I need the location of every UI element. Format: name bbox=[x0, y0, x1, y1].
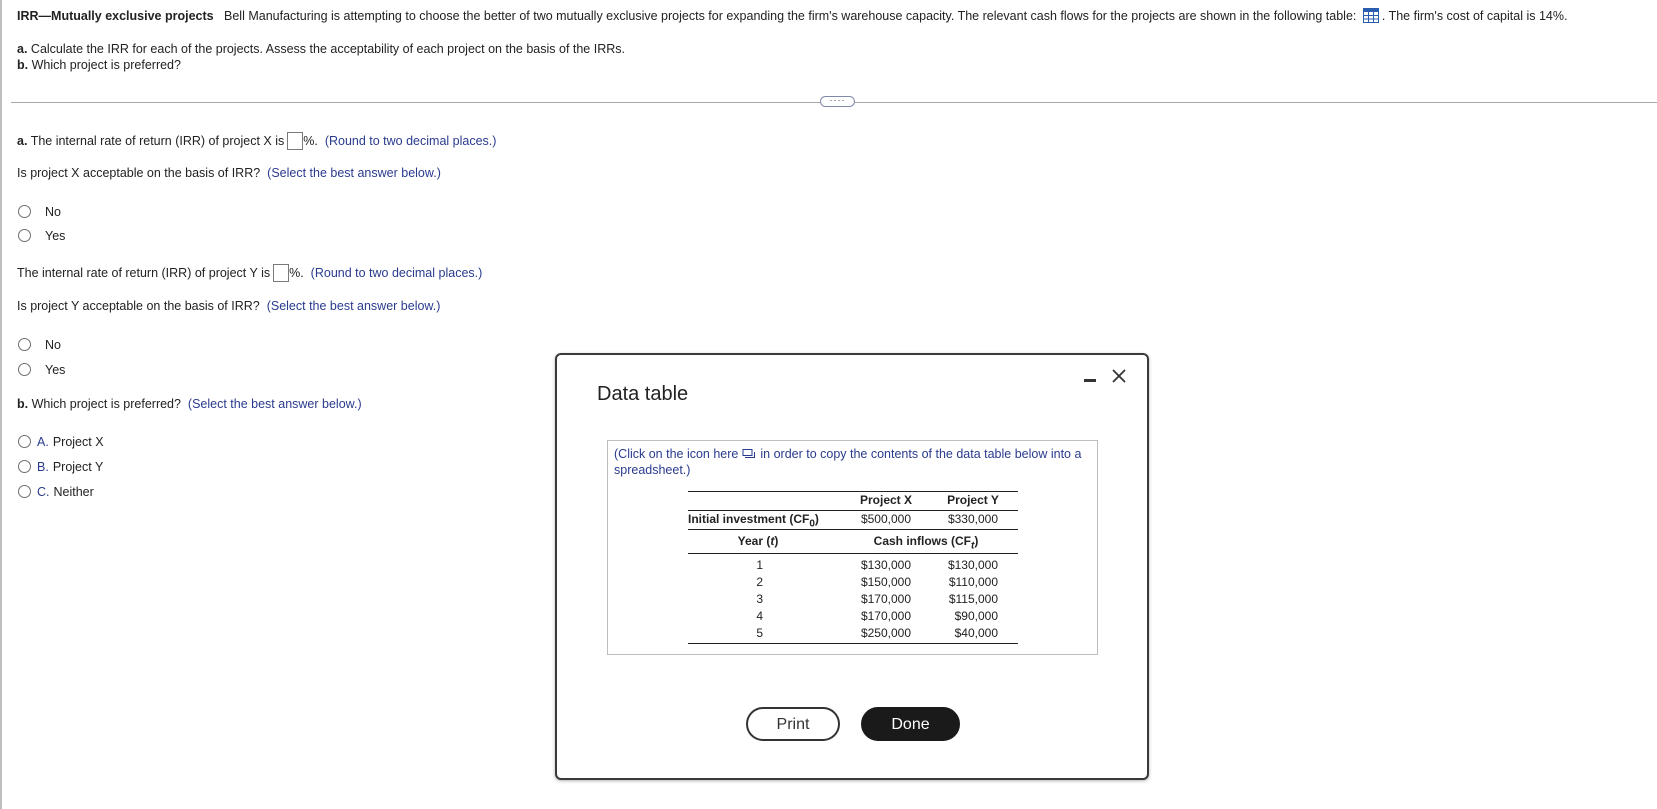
cash-inflow-x: $170,000 bbox=[860, 609, 911, 623]
dialog-title: Data table bbox=[597, 383, 689, 405]
header-project-x: Project X bbox=[859, 493, 913, 507]
option-project-y[interactable]: B. Project Y bbox=[18, 458, 103, 476]
cash-inflow-x: $150,000 bbox=[860, 575, 911, 589]
expand-button[interactable]: ···· bbox=[820, 96, 855, 107]
cash-inflow-y: $130,000 bbox=[947, 558, 998, 572]
minimize-icon[interactable] bbox=[1083, 370, 1097, 384]
problem-title: IRR—Mutually exclusive projects bbox=[17, 9, 214, 23]
print-button[interactable]: Print bbox=[746, 707, 840, 741]
cash-inflow-x: $250,000 bbox=[860, 626, 911, 640]
task-b: b. Which project is preferred? bbox=[17, 58, 181, 72]
accept-y-yes-option[interactable]: Yes bbox=[18, 361, 65, 379]
radio-button[interactable] bbox=[18, 460, 31, 473]
close-icon[interactable] bbox=[1110, 367, 1128, 385]
problem-text-end: . The firm's cost of capital is 14%. bbox=[1381, 9, 1568, 23]
accept-x-question: Is project X acceptable on the basis of IRR? (Select the best answer below.) bbox=[17, 166, 441, 180]
preferred-question: b. Which project is preferred? (Select the best answer below.) bbox=[17, 397, 362, 411]
accept-x-yes-option[interactable]: Yes bbox=[18, 227, 65, 245]
data-table-container bbox=[607, 440, 1098, 655]
copy-instructions: (Click on the icon here in order to copy the contents of the data table below into a spreadsheet.) bbox=[614, 447, 1082, 477]
data-table-icon[interactable] bbox=[1363, 8, 1379, 23]
problem-statement bbox=[17, 7, 1647, 25]
task-list bbox=[17, 41, 625, 73]
option-project-x[interactable]: A. Project X bbox=[18, 433, 104, 451]
irr-y-question: The internal rate of return (IRR) of project Y is %. (Round to two decimal places.) bbox=[17, 266, 483, 280]
header-project-y: Project Y bbox=[947, 493, 999, 507]
year-cell: 5 bbox=[756, 626, 763, 640]
accept-y-question: Is project Y acceptable on the basis of IRR? (Select the best answer below.) bbox=[17, 299, 441, 313]
cash-inflow-x: $170,000 bbox=[860, 592, 911, 606]
accept-x-no-option[interactable]: No bbox=[18, 203, 61, 221]
copy-to-spreadsheet-icon[interactable] bbox=[742, 447, 756, 457]
radio-button[interactable] bbox=[18, 205, 31, 218]
cash-inflow-y: $110,000 bbox=[948, 575, 998, 589]
task-a: a. Calculate the IRR for each of the projects. Assess the acceptability of each project on the basis of the IRRs. bbox=[17, 42, 625, 56]
radio-button[interactable] bbox=[18, 485, 31, 498]
initial-investment-label: Initial investment $(CF_0)$ bbox=[688, 512, 819, 530]
cash-inflow-y: $115,000 bbox=[948, 592, 998, 606]
radio-button[interactable] bbox=[18, 229, 31, 242]
radio-button[interactable] bbox=[18, 435, 31, 448]
done-button[interactable]: Done bbox=[861, 707, 960, 741]
initial-investment-y: $330,000 bbox=[947, 512, 998, 526]
accept-y-no-option[interactable]: No bbox=[18, 336, 61, 354]
irr-y-input[interactable] bbox=[273, 264, 289, 282]
data-table-dialog bbox=[555, 353, 1149, 780]
page-left-border bbox=[0, 0, 2, 809]
radio-button[interactable] bbox=[18, 363, 31, 376]
radio-button[interactable] bbox=[18, 338, 31, 351]
cash-inflow-y: $40,000 bbox=[954, 626, 998, 640]
option-neither[interactable]: C. Neither bbox=[18, 483, 94, 501]
cash-inflow-y: $90,000 bbox=[954, 609, 998, 623]
year-cell: 3 bbox=[756, 592, 763, 606]
initial-investment-x: $500,000 bbox=[860, 512, 911, 526]
cash-inflow-x: $130,000 bbox=[860, 558, 911, 572]
year-cell: 4 bbox=[756, 609, 763, 623]
year-cell: 1 bbox=[756, 558, 763, 572]
irr-x-input[interactable] bbox=[287, 132, 303, 150]
year-header: Year (t) bbox=[737, 534, 779, 548]
irr-x-question: a. The internal rate of return (IRR) of project X is %. (Round to two decimal places.) bbox=[17, 134, 497, 148]
year-cell: 2 bbox=[756, 575, 763, 589]
cash-inflows-header: Cash inflows $(CF_t)$ bbox=[873, 534, 979, 552]
problem-text: Bell Manufacturing is attempting to choose the better of two mutually exclusive projects for expanding the firm's warehouse capacity. The relevant cash flows for the projects are shown in the following table: bbox=[224, 9, 1357, 23]
